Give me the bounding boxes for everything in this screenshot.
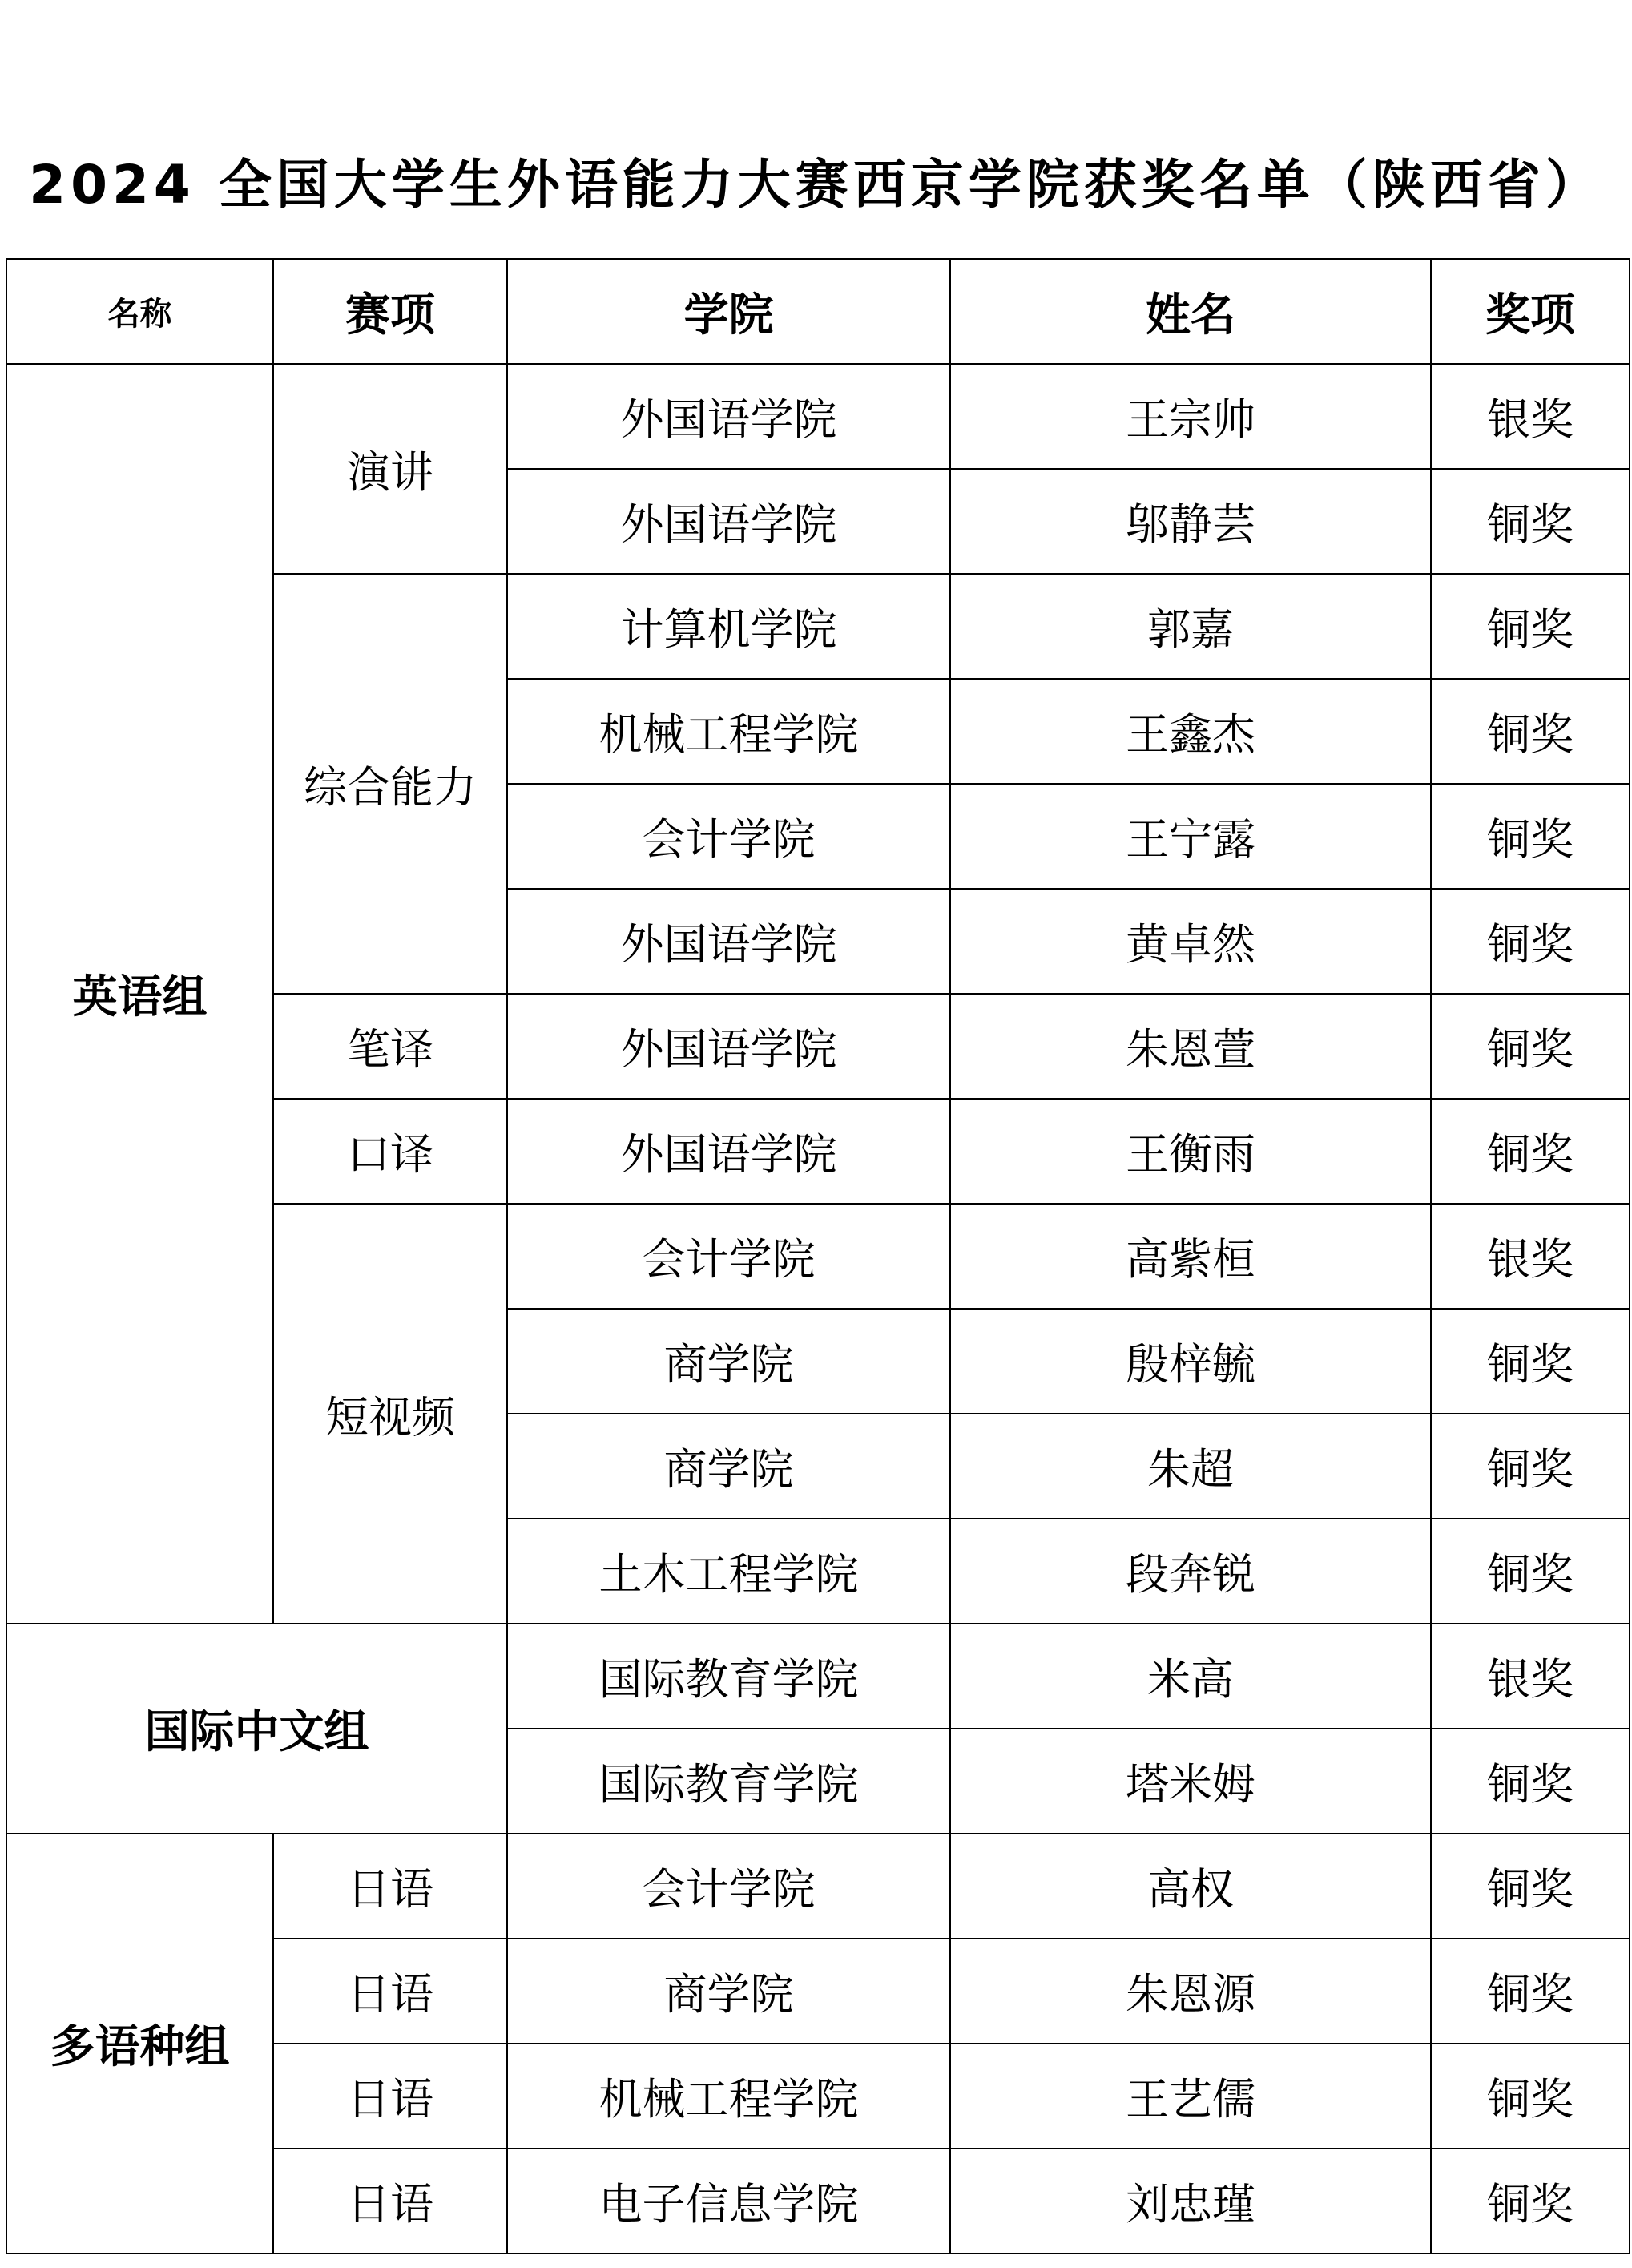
document-title: 2024 全国大学生外语能力大赛西京学院获奖名单（陕西省）: [29, 154, 1603, 216]
group-multi: 多语种组: [6, 1834, 273, 2254]
header-event: 赛项: [273, 259, 507, 364]
header-row: [6, 259, 1630, 364]
college-cell: 电子信息学院: [507, 2149, 950, 2254]
award-cell: 铜奖: [1431, 1939, 1630, 2044]
name-cell: 刘忠瑾: [950, 2149, 1431, 2254]
award-cell: 银奖: [1431, 1204, 1630, 1309]
group-english: 英语组: [6, 364, 273, 1624]
header-award: 奖项: [1431, 259, 1630, 364]
college-cell: 会计学院: [507, 1204, 950, 1309]
table-row: [6, 1624, 1630, 1729]
group-chinese: 国际中文组: [6, 1624, 507, 1834]
award-cell: 铜奖: [1431, 1414, 1630, 1519]
event-written: 笔译: [273, 994, 507, 1099]
header-college: 学院: [507, 259, 950, 364]
name-cell: 王衡雨: [950, 1099, 1431, 1204]
college-cell: 国际教育学院: [507, 1729, 950, 1834]
event-oral: 口译: [273, 1099, 507, 1204]
college-cell: 土木工程学院: [507, 1519, 950, 1624]
award-cell: 铜奖: [1431, 784, 1630, 889]
event-speech: 演讲: [273, 364, 507, 574]
award-cell: 银奖: [1431, 1624, 1630, 1729]
college-cell: 计算机学院: [507, 574, 950, 679]
award-cell: 铜奖: [1431, 679, 1630, 784]
award-cell: 铜奖: [1431, 1309, 1630, 1414]
name-cell: 朱恩萱: [950, 994, 1431, 1099]
name-cell: 米高: [950, 1624, 1431, 1729]
college-cell: 外国语学院: [507, 994, 950, 1099]
award-cell: 铜奖: [1431, 889, 1630, 994]
name-cell: 邬静芸: [950, 469, 1431, 574]
name-cell: 朱超: [950, 1414, 1431, 1519]
college-cell: 商学院: [507, 1309, 950, 1414]
event-japanese: 日语: [273, 1939, 507, 2044]
name-cell: 王宁露: [950, 784, 1431, 889]
award-cell: 铜奖: [1431, 1834, 1630, 1939]
event-japanese: 日语: [273, 2149, 507, 2254]
college-cell: 商学院: [507, 1414, 950, 1519]
college-cell: 商学院: [507, 1939, 950, 2044]
college-cell: 外国语学院: [507, 364, 950, 469]
name-cell: 朱恩源: [950, 1939, 1431, 2044]
name-cell: 高权: [950, 1834, 1431, 1939]
table-row: [6, 364, 1630, 469]
award-cell: 铜奖: [1431, 2149, 1630, 2254]
award-cell: 铜奖: [1431, 469, 1630, 574]
college-cell: 机械工程学院: [507, 2044, 950, 2149]
award-cell: 铜奖: [1431, 1729, 1630, 1834]
name-cell: 黄卓然: [950, 889, 1431, 994]
name-cell: 塔米姆: [950, 1729, 1431, 1834]
college-cell: 外国语学院: [507, 1099, 950, 1204]
college-cell: 外国语学院: [507, 889, 950, 994]
name-cell: 高紫桓: [950, 1204, 1431, 1309]
name-cell: 王宗帅: [950, 364, 1431, 469]
award-cell: 铜奖: [1431, 2044, 1630, 2149]
event-japanese: 日语: [273, 1834, 507, 1939]
college-cell: 会计学院: [507, 1834, 950, 1939]
college-cell: 外国语学院: [507, 469, 950, 574]
college-cell: 机械工程学院: [507, 679, 950, 784]
event-video: 短视频: [273, 1204, 507, 1624]
name-cell: 王鑫杰: [950, 679, 1431, 784]
award-cell: 铜奖: [1431, 574, 1630, 679]
event-japanese: 日语: [273, 2044, 507, 2149]
college-cell: 会计学院: [507, 784, 950, 889]
award-cell: 铜奖: [1431, 1099, 1630, 1204]
name-cell: 殷梓毓: [950, 1309, 1431, 1414]
name-cell: 郭嘉: [950, 574, 1431, 679]
table-row: [6, 1834, 1630, 1939]
college-cell: 国际教育学院: [507, 1624, 950, 1729]
header-group: 名称: [6, 259, 273, 364]
event-comprehensive: 综合能力: [273, 574, 507, 994]
award-cell: 铜奖: [1431, 994, 1630, 1099]
name-cell: 段奔锐: [950, 1519, 1431, 1624]
award-table: [6, 258, 1630, 2254]
name-cell: 王艺儒: [950, 2044, 1431, 2149]
award-cell: 银奖: [1431, 364, 1630, 469]
header-name: 姓名: [950, 259, 1431, 364]
award-cell: 铜奖: [1431, 1519, 1630, 1624]
